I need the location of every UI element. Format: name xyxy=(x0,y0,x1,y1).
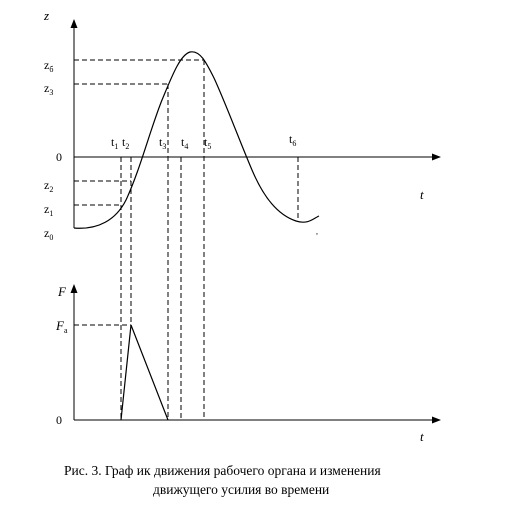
t-label-t2: $t_2$ xyxy=(122,135,130,151)
level-label-zero-top: 0 xyxy=(56,150,62,164)
level-label-z6: $z_б$ xyxy=(44,58,54,74)
bottom-plot xyxy=(55,284,440,444)
level-label-z2: $z_2$ xyxy=(44,178,54,194)
stray-dot-mark: , xyxy=(316,227,318,236)
t-label-t1: $t_1$ xyxy=(111,135,119,151)
t-label-t3: $t_3$ xyxy=(159,135,167,151)
top-x-axis-label: t xyxy=(420,187,424,202)
level-label-z1: $z_1$ xyxy=(44,202,54,218)
level-label-z0: $z_0$ xyxy=(44,226,54,242)
t-label-t6: $t_6$ xyxy=(289,132,297,148)
level-label-z3: $z_3$ xyxy=(44,81,54,97)
caption-line-1: Рис. 3. Граф ик движения рабочего органа и изменения xyxy=(64,463,381,478)
caption-line-2: движущего усилия во времени xyxy=(153,482,330,497)
level-label-Fa: $F_a$ xyxy=(56,318,68,335)
level-label-zero-bottom: 0 xyxy=(56,413,62,427)
figure-caption xyxy=(64,463,381,497)
t-label-t5: $t_5$ xyxy=(204,135,212,151)
top-plot xyxy=(43,8,440,242)
bottom-y-axis-label: F xyxy=(58,284,66,299)
force-pulse xyxy=(121,325,168,420)
bottom-x-axis-label: t xyxy=(420,429,424,444)
top-y-axis-label: z xyxy=(44,8,50,23)
t-label-t4: $t_4$ xyxy=(181,135,189,151)
